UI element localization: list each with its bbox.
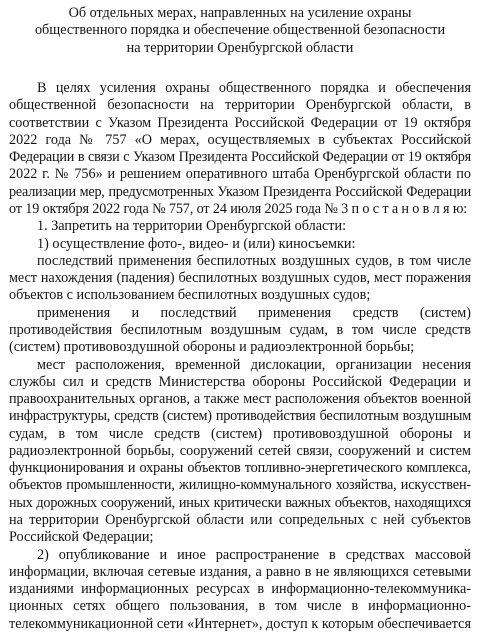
title-line: общественного порядка и обеспечение общественной безопасности: [34, 22, 446, 39]
body-text-line: объектов с использованием беспилотных воздушных судов;: [9, 287, 371, 304]
body-text-line: (систем) противовоздушной обороны и радиоэлектронной борьбы;: [9, 339, 415, 356]
body-text-line: инфраструктуры, средств (систем) противодействия беспилотным воздушным: [9, 408, 471, 425]
body-text-line: реализации мер, предусмотренных Указом Президента Российской Федерации: [9, 183, 471, 200]
body-text-line: функционирования и охраны объектов топливно-энергетического комплекса,: [9, 460, 471, 477]
body-text-line: мест расположения, временной дислокации, организации несения: [37, 356, 471, 373]
body-text-line: 2022 г. № 756» и решением оперативного штаба Оренбургской области по: [9, 166, 471, 183]
body-text-line: на территории Оренбургской области или сопредельных с ней субъектов: [9, 512, 471, 529]
body-text-line: мест нахождения (падения) беспилотных воздушных судов, мест поражения: [9, 270, 471, 287]
body-text-line: 1. Запретить на территории Оренбургской области:: [37, 218, 347, 235]
body-text-line: телекоммуникационной сети «Интернет», доступ к которым обеспечивается: [9, 615, 471, 632]
body-text-line: 1) осуществление фото-, видео- и (или) киносъемки:: [37, 235, 356, 252]
title-line: Об отдельных мерах, направленных на усиление охраны: [68, 5, 412, 21]
body-text-line: судам, в том числе средств (систем) противовоздушной обороны и: [9, 425, 471, 442]
body-text-line: 2) опубликование и иное распространение в средствах массовой: [37, 546, 471, 563]
body-text-line: изданиями информационных ресурсах в информационно-телекоммуника-: [9, 581, 471, 598]
body-text-line: ционных сетях общего пользования, в том числе в информационно-: [9, 598, 471, 615]
body-text-line: 2022 года № 757 «О мерах, осуществляемых в субъектах Российской: [9, 131, 471, 148]
body-text-line: общественной безопасности на территории Оренбургской области, в: [9, 97, 471, 114]
body-text-line: службы сил и средств Министерства обороны Российской Федерации и: [9, 373, 471, 390]
body-text-line: правоохранительных органов, а также мест расположения объектов военной: [9, 391, 471, 408]
body-text-line: применения и последствий применения средств (систем): [37, 304, 471, 321]
body-text-line: от 19 октября 2022 года № 757, от 24 июля 2025 года № 3 п о с т а н о в л я ю:: [9, 200, 468, 217]
document-title: [20, 5, 460, 57]
body-text-line: Российской Федерации;: [9, 529, 154, 546]
body-text-line: соответствии с Указом Президента Российской Федерации от 19 октября: [9, 114, 471, 131]
body-text-line: последствий применения беспилотных воздушных судов, в том числе: [37, 252, 471, 269]
body-text-line: ных дорожных сооружений, иных критически важных объектов, находящихся: [9, 494, 471, 511]
title-line: на территории Оренбургской области: [126, 39, 354, 56]
body-text-line: противодействия беспилотным воздушным судам, в том числе средств: [9, 321, 471, 338]
body-text-line: информации, включая сетевые издания, а равно в не являющихся сетевыми: [9, 563, 471, 580]
body-text-line: радиоэлектронной борьбы, сооружений сетей связи, сооружений и систем: [9, 442, 471, 459]
body-text-line: Федерации в связи с Указом Президента Российской Федерации от 19 октября: [9, 149, 471, 166]
body-text-line: В целях усиления охраны общественного порядка и обеспечения: [37, 80, 471, 96]
body-text-line: объектов промышленности, жилищно-коммунального хозяйства, искусствен-: [9, 477, 471, 494]
document-body: [9, 80, 471, 633]
